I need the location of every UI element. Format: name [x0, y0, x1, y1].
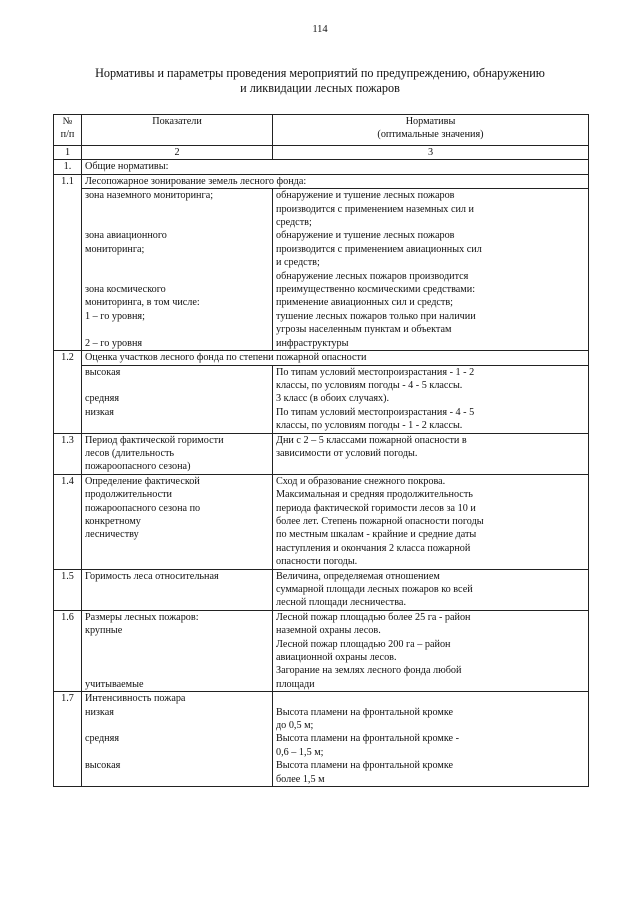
- row-right-cell: [273, 365, 589, 433]
- cell-line: преимущественно космическими средствами:: [276, 284, 476, 296]
- cell-line: средняя: [85, 393, 120, 405]
- cell-line: лесов (длительность: [85, 447, 175, 459]
- cell-line: 1 – го уровня;: [85, 310, 145, 322]
- cell-line: и средств;: [276, 257, 320, 269]
- cell-line: средств;: [276, 217, 312, 229]
- row-right-cell: [273, 692, 589, 787]
- cell-line: низкая: [85, 706, 114, 718]
- title-line-1: Нормативы и параметры проведения мероприятий по предупреждению, обнаружению: [95, 66, 545, 80]
- row-left-cell: [82, 433, 273, 474]
- table-row: [54, 433, 589, 474]
- cell-line: наземной охраны лесов.: [276, 625, 381, 637]
- norms-table: [53, 114, 589, 787]
- cell-line: мониторинга;: [85, 243, 145, 255]
- cell-line: высокая: [85, 366, 121, 378]
- cell-line: площади: [276, 678, 315, 690]
- cell-line: более 1,5 м: [276, 773, 325, 785]
- cell-line: обнаружение и тушение лесных пожаров: [276, 230, 455, 242]
- table-row: [54, 160, 589, 174]
- row-right-cell: [273, 569, 589, 610]
- row-number: 1.7: [54, 692, 82, 787]
- cell-line: лесной площади лесничества.: [276, 597, 407, 609]
- cell-line: По типам условий местопроизрастания - 1 - 2: [276, 366, 475, 378]
- header-num-line2: п/п: [60, 129, 75, 141]
- cell-line: более лет. Степень пожарной опасности погоды: [276, 515, 484, 527]
- cell-line: до 0,5 м;: [276, 720, 314, 732]
- table-header-row: [54, 115, 589, 146]
- header-norms-line2: (оптимальные значения): [377, 129, 484, 141]
- row-number: 1.6: [54, 610, 82, 691]
- cell-line: 3 класс (в обоих случаях).: [276, 393, 390, 405]
- cell-line: конкретному: [85, 515, 141, 527]
- row-right-cell: [273, 610, 589, 691]
- cell-line: применение авиационных сил и средств;: [276, 297, 454, 309]
- row-right-cell: [273, 474, 589, 569]
- row-number: 1.: [54, 160, 82, 174]
- cell-line: продолжительности: [85, 489, 172, 501]
- cell-line: обнаружение и тушение лесных пожаров: [276, 190, 455, 202]
- header-norms-line1: Нормативы: [405, 116, 456, 127]
- row-left-cell: [82, 692, 273, 787]
- row-number: 1.5: [54, 569, 82, 610]
- cell-line: Дни с 2 – 5 классами пожарной опасности в: [276, 434, 467, 446]
- cell-line: инфраструктуры: [276, 337, 349, 349]
- cell-line: наступления и окончания 2 класса пожарной: [276, 542, 471, 554]
- cell-line: Период фактической горимости: [85, 434, 224, 446]
- cell-line: низкая: [85, 406, 114, 418]
- table-row: [54, 365, 589, 433]
- cell-line: производится с применением авиационных сил: [276, 243, 482, 255]
- cell-line: пожароопасного сезона): [85, 461, 191, 473]
- cell-line: Высота пламени на фронтальной кромке: [276, 706, 454, 718]
- row-right-cell: [273, 433, 589, 474]
- cell-line: классы, по условиям погоды - 1 - 2 классы.: [276, 420, 463, 432]
- page-title: [40, 66, 600, 96]
- col-number-1: 1: [54, 146, 82, 160]
- row-left-cell: [82, 610, 273, 691]
- row-number: 1.1: [54, 174, 82, 350]
- row-number: 1.3: [54, 433, 82, 474]
- cell-line: Высота пламени на фронтальной кромке: [276, 760, 454, 772]
- cell-line: 2 – го уровня: [85, 337, 143, 349]
- header-indicators: Показатели: [82, 115, 273, 146]
- cell-line: Максимальная и средняя продолжительность: [276, 489, 473, 501]
- row-number: 1.4: [54, 474, 82, 569]
- cell-line: по местным шкалам - крайние и средние даты: [276, 529, 477, 541]
- cell-line: Сход и образование снежного покрова.: [276, 475, 446, 487]
- cell-line: обнаружение лесных пожаров производится: [276, 270, 469, 282]
- cell-line: классы, по условиям погоды - 4 - 5 классы.: [276, 379, 463, 391]
- cell-line: Горимость леса относительная: [85, 570, 219, 582]
- cell-line: Определение фактической: [85, 475, 200, 487]
- row-left-cell: [82, 365, 273, 433]
- table-row: [54, 610, 589, 691]
- cell-line: крупные: [85, 625, 123, 637]
- cell-line: учитываемые: [85, 678, 144, 690]
- cell-line: Интенсивность пожара: [85, 693, 186, 705]
- cell-line: Загорание на землях лесного фонда любой: [276, 665, 462, 677]
- cell-line: высокая: [85, 760, 121, 772]
- header-num-line1: №: [62, 116, 73, 127]
- cell-line: тушение лесных пожаров только при наличии: [276, 310, 476, 322]
- col-number-2: 2: [82, 146, 273, 160]
- cell-line: производится с применением наземных сил и: [276, 203, 475, 215]
- row-text: Оценка участков лесного фонда по степени пожарной опасности: [82, 351, 589, 365]
- cell-line: 0,6 – 1,5 м;: [276, 746, 324, 758]
- row-left-cell: [82, 189, 273, 351]
- row-left-cell: [82, 474, 273, 569]
- row-text: Лесопожарное зонирование земель лесного фонда:: [82, 174, 589, 188]
- column-number-row: [54, 146, 589, 160]
- cell-line: лесничеству: [85, 529, 139, 541]
- cell-line: Высота пламени на фронтальной кромке -: [276, 733, 460, 745]
- cell-line: зона наземного мониторинга;: [85, 190, 214, 202]
- table-row: [54, 189, 589, 351]
- col-number-3: 3: [273, 146, 589, 160]
- table-row: [54, 692, 589, 787]
- page-number: 114: [312, 24, 328, 35]
- table-row: [54, 569, 589, 610]
- cell-line: зона авиационного: [85, 230, 167, 242]
- cell-line: авиационной охраны лесов.: [276, 652, 397, 664]
- cell-line: опасности погоды.: [276, 556, 358, 568]
- header-num: [54, 115, 82, 146]
- cell-line: мониторинга, в том числе:: [85, 297, 200, 309]
- row-right-cell: [273, 189, 589, 351]
- row-text: Общие нормативы:: [82, 160, 589, 174]
- table-row: [54, 174, 589, 188]
- cell-line: пожароопасного сезона по: [85, 502, 201, 514]
- cell-line: периода фактической горимости лесов за 10 и: [276, 502, 476, 514]
- cell-line: По типам условий местопроизрастания - 4 - 5: [276, 406, 475, 418]
- cell-line: Величина, определяемая отношением: [276, 570, 440, 582]
- table-row: [54, 351, 589, 365]
- cell-line: Лесной пожар площадью более 25 га - район: [276, 611, 471, 623]
- cell-line: Лесной пожар площадью 200 га – район: [276, 638, 451, 650]
- cell-line: суммарной площади лесных пожаров ко всей: [276, 584, 473, 595]
- row-left-cell: [82, 569, 273, 610]
- table-row: [54, 474, 589, 569]
- row-number: 1.2: [54, 351, 82, 433]
- cell-line: угрозы населенным пунктам и объектам: [276, 324, 452, 336]
- cell-line: Размеры лесных пожаров:: [85, 611, 199, 623]
- cell-line: средняя: [85, 733, 120, 745]
- title-line-2: и ликвидации лесных пожаров: [240, 81, 400, 95]
- header-norms: [273, 115, 589, 146]
- cell-line: зависимости от условий погоды.: [276, 447, 418, 459]
- cell-line: зона космического: [85, 284, 166, 295]
